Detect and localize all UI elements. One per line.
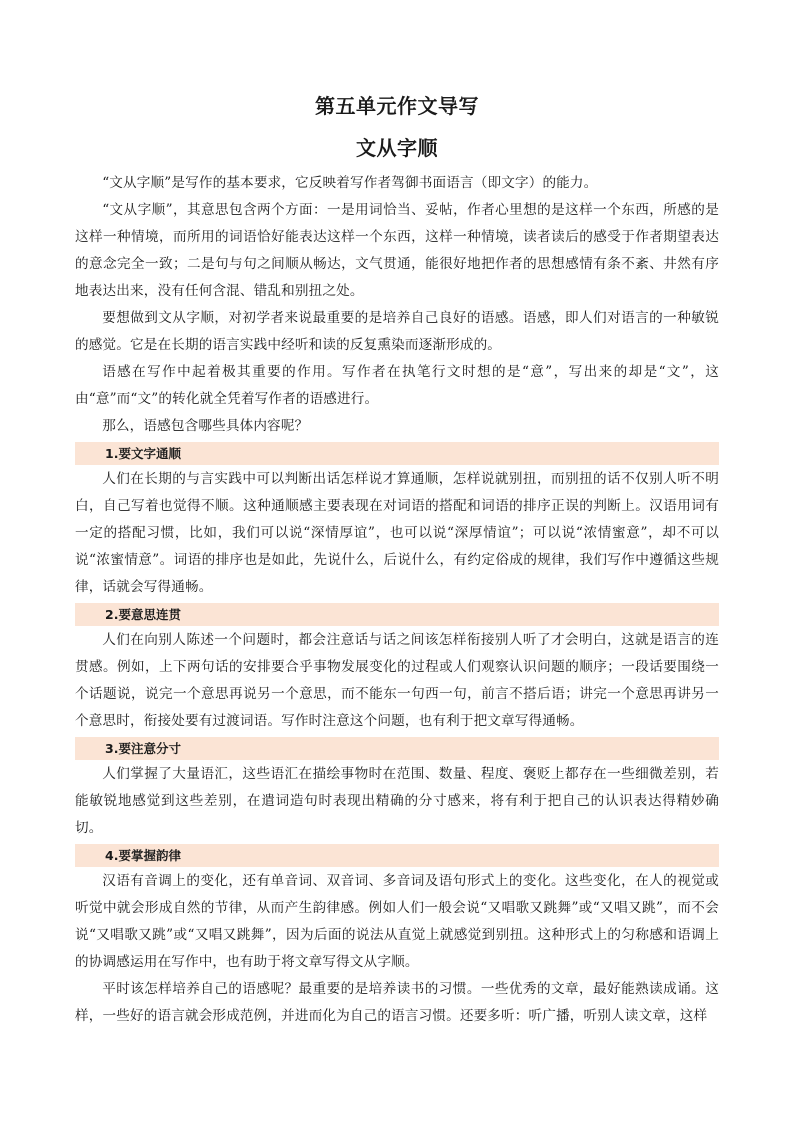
section-heading: 4.要掌握韵律 [75,844,719,867]
section-paragraph: 人们在长期的与言实践中可以判断出话怎样说才算通顺，怎样说就别扭，而别扭的话不仅别人听不明白，自己写着也觉得不顺。这种通顺感主要表现在对词语的搭配和词语的排序正误的判断上。汉语用词有一定的搭配习惯，比如，我们可以说“深情厚谊”，也可以说“深厚情谊”；可以说“浓情蜜意”，却不可以说“浓蜜情意”。词语的排序也是如此，先说什么，后说什么，有约定俗成的规律，我们写作中遵循这些规律，话就会写得通畅。 [75,471,719,595]
intro-paragraph: 那么，语感包含哪些具体内容呢？ [102,418,309,434]
document-subtitle: 文从字顺 [356,136,438,160]
section-heading: 3.要注意分寸 [75,737,719,760]
section-paragraph: 人们在向别人陈述一个问题时，都会注意话与话之间该怎样衔接别人听了才会明白，这就是语言的连贯感。例如，上下两句话的安排要合乎事物发展变化的过程或人们观察认识问题的顺序；一段话要围绕一个话题说，说完一个意思再说另一个意思，而不能东一句西一句，前言不搭后语；讲完一个意思再讲另一个意思时，衔接处要有过渡词语。写作时注意这个问题，也有利于把文章写得通畅。 [75,632,719,729]
intro-paragraph: 语感在写作中起着极其重要的作用。写作者在执笔行文时想的是“意”，写出来的却是“文”，这由“意”而“文”的转化就全凭着写作者的语感进行。 [75,364,719,407]
document-page [75,92,719,1030]
section-paragraph: 平时该怎样培养自己的语感呢？最重要的是培养读书的习惯。一些优秀的文章，最好能熟读成诵。这样，一些好的语言就会形成范例，并进而化为自己的语言习惯。还要多听：听广播，听别人读文章，这样 [75,981,719,1024]
intro-paragraph: 要想做到文从字顺，对初学者来说最重要的是培养自己良好的语感。语感，即人们对语言的一种敏锐的感觉。它是在长期的语言实践中经听和读的反复熏染而逐渐形成的。 [75,310,719,353]
section-paragraph: 汉语有音调上的变化，还有单音词、双音词、多音词及语句形式上的变化。这些变化，在人的视觉或听觉中就会形成自然的节律，从而产生韵律感。例如人们一般会说“又唱歌又跳舞”或“又唱又跳”，而不会说“又唱歌又跳”或“又唱又跳舞”，因为后面的说法从直觉上就感觉到别扭。这种形式上的匀称感和语调上的协调感运用在写作中，也有助于将文章写得文从字顺。 [75,873,719,970]
intro-paragraph: “文从字顺”，其意思包含两个方面：一是用词恰当、妥帖，作者心里想的是这样一个东西，所感的是这样一种情境，而所用的词语恰好能表达这样一个东西，这样一种情境，读者读后的感受于作者期望表达的意念完全一致；二是句与句之间顺从畅达，文气贯通，能很好地把作者的思想感情有条不紊、井然有序地表达出来，没有任何含混、错乱和别扭之处。 [75,202,719,299]
section-paragraph: 人们掌握了大量语汇，这些语汇在描绘事物时在范围、数量、程度、褒贬上都存在一些细微差别，若能敏锐地感觉到这些差别，在遣词造句时表现出精确的分寸感来，将有利于把自己的认识表达得精妙确切。 [75,766,719,836]
intro-paragraph: “文从字顺”是写作的基本要求，它反映着写作者驾御书面语言（即文字）的能力。 [102,175,598,191]
document-title: 第五单元作文导写 [315,94,479,118]
section-heading: 2.要意思连贯 [75,603,719,626]
section-heading: 1.要文字通顺 [75,442,719,465]
